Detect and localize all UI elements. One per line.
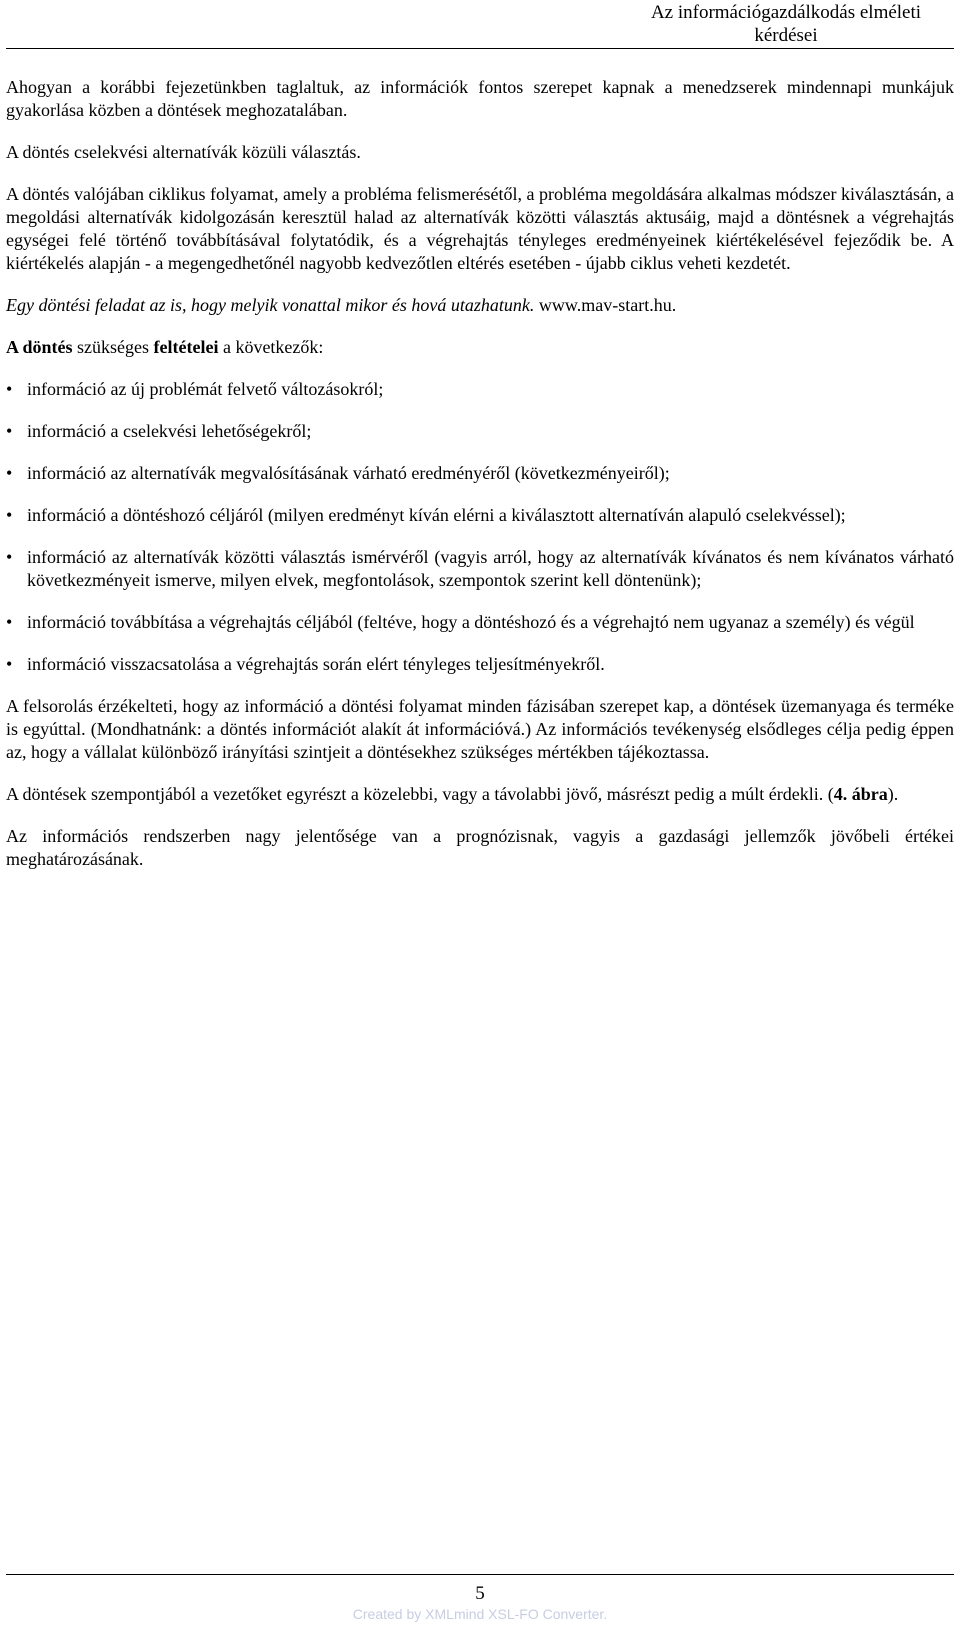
paragraph-example bbox=[6, 294, 954, 317]
bullet-icon: • bbox=[6, 421, 13, 441]
list-item bbox=[6, 611, 954, 634]
list-item-text: információ a döntéshozó céljáról (milyen eredményt kíván elérni a kiválasztott alternatíván alapuló cselekvéssel); bbox=[27, 505, 846, 525]
paragraph-time-perspective bbox=[6, 783, 954, 806]
list-item bbox=[6, 504, 954, 527]
header-divider bbox=[6, 48, 954, 49]
list-item-text: információ az alternatívák közötti választás ismérvéről (vagyis arról, hogy az alternatívák kívánatos és nem kívánatos várható következményeit ismerve, milyen elvek, megfontolások, szempontok szerint kell döntenünk); bbox=[27, 547, 954, 590]
document-body bbox=[6, 76, 954, 890]
list-item bbox=[6, 420, 954, 443]
bullet-icon: • bbox=[6, 654, 13, 674]
bullet-icon: • bbox=[6, 463, 13, 483]
list-item-text: információ visszacsatolása a végrehajtás során elért tényleges teljesítményekről. bbox=[27, 654, 605, 674]
paragraph-conditions-lead bbox=[6, 336, 954, 359]
list-item-text: információ továbbítása a végrehajtás céljából (feltéve, hogy a döntéshozó és a végrehajtó nem ugyanaz a személy) és végül bbox=[27, 612, 915, 632]
conditions-text-1: szükséges bbox=[72, 337, 154, 357]
conditions-bold-2: feltételei bbox=[153, 337, 219, 357]
bullet-icon: • bbox=[6, 547, 13, 567]
conditions-text-2: a következők: bbox=[218, 337, 324, 357]
conditions-bold-1: A döntés bbox=[6, 337, 73, 357]
list-item-text: információ az új problémát felvető változásokról; bbox=[27, 379, 384, 399]
list-item-text: információ a cselekvési lehetőségekről; bbox=[27, 421, 312, 441]
figure-reference: 4. ábra bbox=[833, 784, 888, 804]
time-perspective-text: A döntések szempontjából a vezetőket egyrészt a közelebbi, vagy a távolabbi jövő, másrészt pedig a múlt érdekli. ( bbox=[6, 784, 834, 804]
page-number: 5 bbox=[475, 1583, 485, 1604]
bullet-icon: • bbox=[6, 505, 13, 525]
example-italic-text: Egy döntési feladat az is, hogy melyik vonattal mikor és hová utazhatunk. bbox=[6, 295, 535, 315]
bullet-icon: • bbox=[6, 612, 13, 632]
paragraph-definition: A döntés cselekvési alternatívák közüli választás. bbox=[6, 142, 361, 162]
list-item bbox=[6, 546, 954, 592]
conditions-list bbox=[6, 378, 954, 676]
example-url: www.mav-start.hu. bbox=[534, 295, 677, 315]
list-item bbox=[6, 378, 954, 401]
footer-divider bbox=[6, 1574, 954, 1575]
paragraph-summary: A felsorolás érzékelteti, hogy az információ a döntési folyamat minden fázisában szerepet kap, a döntések üzemanyaga és terméke is egyúttal. (Mondhatnánk: a döntés információt alakít át információvá.) Az információs tevékenység elsődleges célja pedig éppen az, hogy a vállalat különböző irányítási szintjeit a döntésekhez szükséges mértékben tájékoztassa. bbox=[6, 696, 954, 762]
paragraph-forecast: Az információs rendszerben nagy jelentősége van a prognózisnak, vagyis a gazdasági jellemzők jövőbeli értékei meghatározásának. bbox=[6, 826, 954, 869]
list-item-text: információ az alternatívák megvalósításának várható eredményéről (következményeiről); bbox=[27, 463, 670, 483]
list-item bbox=[6, 653, 954, 676]
running-header-title: Az információgazdálkodás elméleti kérdései bbox=[650, 2, 922, 46]
bullet-icon: • bbox=[6, 379, 13, 399]
paragraph-decision-cycle: A döntés valójában ciklikus folyamat, amely a probléma felismerésétől, a probléma megoldására alkalmas módszer kiválasztásán, a megoldási alternatívák kidolgozásán keresztül halad az alternatívák közötti választás aktusáig, majd a döntésnek a végrehajtás egységei felé történő továbbításával folytatódik, és a végrehajtás tényleges eredményeinek kiértékelésével fejeződik be. A kiértékelés alapján - a megengedhetőnél nagyobb kedvezőtlen eltérés esetében - újabb ciklus veheti kezdetét. bbox=[6, 184, 954, 273]
list-item bbox=[6, 462, 954, 485]
time-perspective-end: ). bbox=[887, 784, 899, 804]
paragraph-intro: Ahogyan a korábbi fejezetünkben taglaltuk, az információk fontos szerepet kapnak a menedzserek mindennapi munkájuk gyakorlása közben a döntések meghozatalában. bbox=[6, 77, 954, 120]
converter-watermark: Created by XMLmind XSL-FO Converter. bbox=[352, 1606, 608, 1622]
